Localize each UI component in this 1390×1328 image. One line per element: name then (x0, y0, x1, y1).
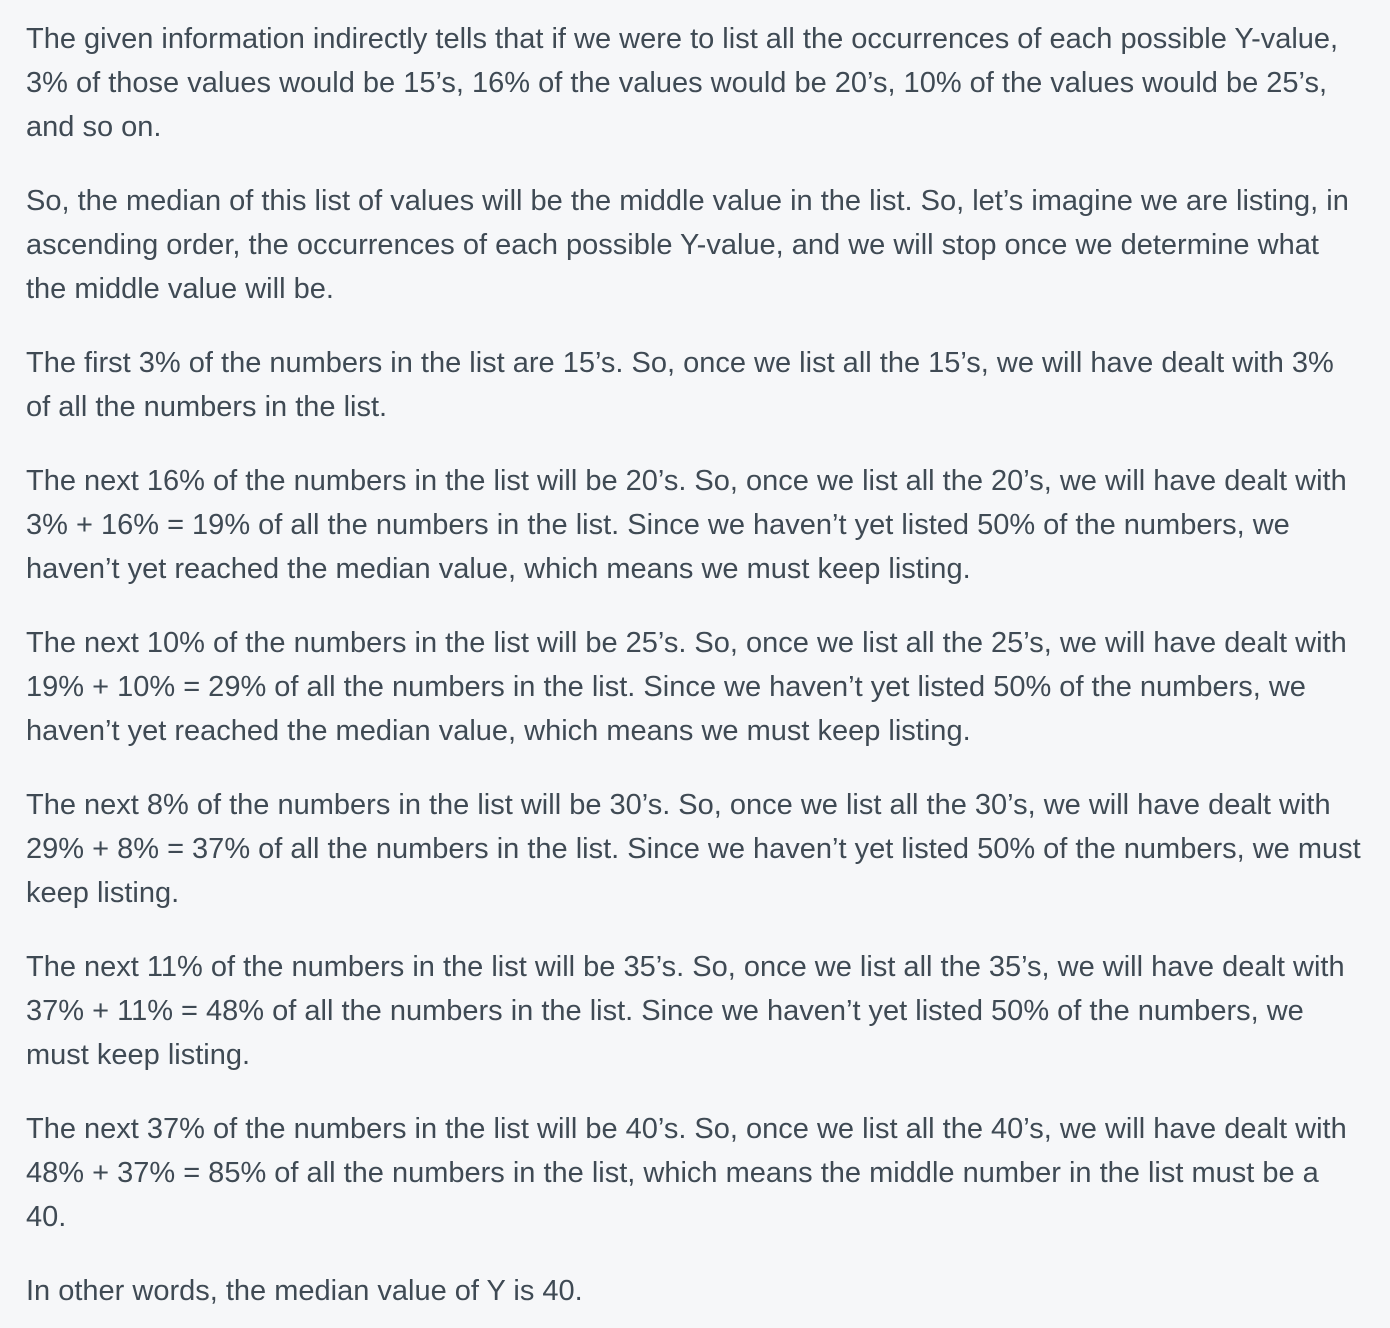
explanation-paragraph-25s: The next 10% of the numbers in the list will be 25’s. So, once we list all the 25’s, we will have dealt with 19% + 10% = 29% of all the numbers in the list. Since we haven’t yet listed 50% of the numbers, we haven’t yet reached the median value, which means we must keep listing. (26, 627, 1347, 747)
explanation-paragraph-conclusion: In other words, the median value of Y is 40. (26, 1275, 583, 1307)
explanation-paragraph-30s: The next 8% of the numbers in the list will be 30’s. So, once we list all the 30’s, we will have dealt with 29% + 8% = 37% of all the numbers in the list. Since we haven’t yet listed 50% of the numbers, we must keep listing. (26, 789, 1361, 909)
explanation-paragraph-15s: The first 3% of the numbers in the list are 15’s. So, once we list all the 15’s, we will have dealt with 3% of all the numbers in the list. (26, 347, 1334, 423)
explanation-paragraph-35s: The next 11% of the numbers in the list will be 35’s. So, once we list all the 35’s, we will have dealt with 37% + 11% = 48% of all the numbers in the list. Since we haven’t yet listed 50% of the numbers, we must keep listing. (26, 951, 1345, 1071)
explanation-paragraph-median-setup: So, the median of this list of values will be the middle value in the list. So, let’s imagine we are listing, in ascending order, the occurrences of each possible Y-value, and we will stop once we determine what the middle value will be. (26, 185, 1349, 305)
explanation-paragraph-40s: The next 37% of the numbers in the list will be 40’s. So, once we list all the 40’s, we will have dealt with 48% + 37% = 85% of all the numbers in the list, which means the middle number in the list must be a 40. (26, 1113, 1347, 1233)
explanation-paragraph-20s: The next 16% of the numbers in the list will be 20’s. So, once we list all the 20’s, we will have dealt with 3% + 16% = 19% of all the numbers in the list. Since we haven’t yet listed 50% of the numbers, we haven’t yet reached the median value, which means we must keep listing. (26, 465, 1347, 585)
explanation-paragraph-intro: The given information indirectly tells that if we were to list all the occurrences of each possible Y-value, 3% of those values would be 15’s, 16% of the values would be 20’s, 10% of the values would be 25’s, and so on. (26, 23, 1339, 143)
